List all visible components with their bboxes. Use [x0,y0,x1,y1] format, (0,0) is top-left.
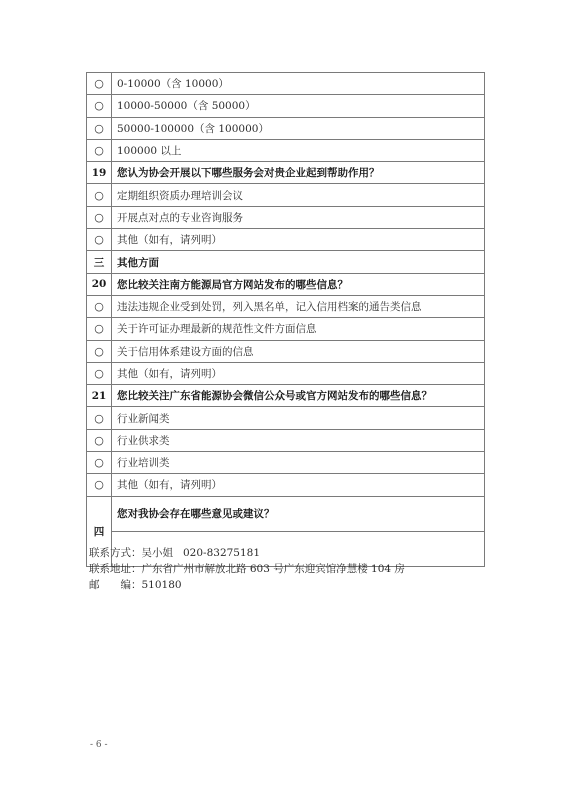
radio-circle-icon[interactable]: ○ [94,121,104,135]
option-text: 行业培训类 [112,452,485,474]
option-radio[interactable] [87,95,112,117]
option-text: 100000 以上 [112,139,485,161]
page-number: - 6 - [90,740,108,750]
contact-person-line [89,545,405,561]
question-number: 20 [87,273,112,295]
radio-circle-icon[interactable]: ○ [94,433,104,447]
option-row [87,474,485,496]
option-row [87,73,485,95]
option-radio[interactable] [87,139,112,161]
contact-person-name: 吴小姐 [141,547,173,559]
radio-circle-icon[interactable]: ○ [94,322,104,336]
option-row [87,95,485,117]
option-row [87,139,485,161]
option-row [87,295,485,317]
option-radio[interactable] [87,184,112,206]
radio-circle-icon[interactable]: ○ [94,344,104,358]
option-text: 定期组织资质办理培训会议 [112,184,485,206]
option-radio[interactable] [87,295,112,317]
suggestion-question-row [87,496,485,531]
option-radio[interactable] [87,362,112,384]
option-text: 行业供求类 [112,429,485,451]
survey-table [86,72,485,567]
contact-postcode-label: 邮 编： [89,579,142,591]
option-row [87,452,485,474]
option-text: 违法违规企业受到处罚，列入黑名单，记入信用档案的通告类信息 [112,295,485,317]
contact-person-label: 联系方式： [89,547,142,559]
option-radio[interactable] [87,73,112,95]
radio-circle-icon[interactable]: ○ [94,188,104,202]
option-row [87,318,485,340]
contact-postcode-line [89,577,405,593]
radio-circle-icon[interactable]: ○ [94,478,104,492]
question-row [87,273,485,295]
survey-table-body [87,73,485,497]
option-text: 开展点对点的专业咨询服务 [112,206,485,228]
radio-circle-icon[interactable]: ○ [94,144,104,158]
radio-circle-icon[interactable]: ○ [94,210,104,224]
option-radio[interactable] [87,452,112,474]
radio-circle-icon[interactable]: ○ [94,77,104,91]
option-radio[interactable] [87,429,112,451]
option-radio[interactable] [87,117,112,139]
contact-address-label: 联系地址： [89,563,142,575]
option-row [87,229,485,251]
option-radio[interactable] [87,229,112,251]
contact-address-line [89,561,405,577]
question-text: 您比较关注南方能源局官方网站发布的哪些信息？ [112,273,485,295]
radio-circle-icon[interactable]: ○ [94,300,104,314]
question-number: 19 [87,162,112,184]
option-text: 行业新闻类 [112,407,485,429]
radio-circle-icon[interactable]: ○ [94,367,104,380]
option-text: 其他（如有，请列明） [112,229,485,251]
option-radio[interactable] [87,318,112,340]
question-row [87,385,485,407]
option-row [87,362,485,384]
option-text: 关于许可证办理最新的规范性文件方面信息 [112,318,485,340]
question-number: 21 [87,385,112,407]
suggestion-question: 您对我协会存在哪些意见或建议？ [112,496,485,531]
radio-circle-icon[interactable]: ○ [94,233,104,247]
radio-circle-icon[interactable]: ○ [94,456,104,470]
contact-info [89,545,405,593]
option-radio[interactable] [87,340,112,362]
option-row [87,340,485,362]
option-radio[interactable] [87,407,112,429]
radio-circle-icon[interactable]: ○ [94,411,104,425]
option-text: 其他（如有，请列明） [112,474,485,496]
option-text: 50000-100000（含 100000） [112,117,485,139]
option-text: 关于信用体系建设方面的信息 [112,340,485,362]
option-row [87,429,485,451]
contact-postcode: 510180 [141,579,182,591]
question-text: 其他方面 [112,251,485,273]
question-row [87,162,485,184]
option-radio[interactable] [87,206,112,228]
contact-address: 广东省广州市解放北路 603 号广东迎宾馆净慧楼 104 房 [141,563,405,575]
option-row [87,407,485,429]
option-row [87,206,485,228]
option-row [87,184,485,206]
option-text: 10000-50000（含 50000） [112,95,485,117]
section-number: 四 [87,496,112,566]
question-row [87,251,485,273]
contact-phone: 020-83275181 [183,547,261,559]
option-text: 其他（如有，请列明） [112,362,485,384]
question-text: 您比较关注广东省能源协会微信公众号或官方网站发布的哪些信息？ [112,385,485,407]
radio-circle-icon[interactable]: ○ [94,99,104,113]
option-radio[interactable] [87,474,112,496]
question-number: 三 [87,251,112,273]
question-text: 您认为协会开展以下哪些服务会对贵企业起到帮助作用？ [112,162,485,184]
option-text: 0-10000（含 10000） [112,73,485,95]
option-row [87,117,485,139]
